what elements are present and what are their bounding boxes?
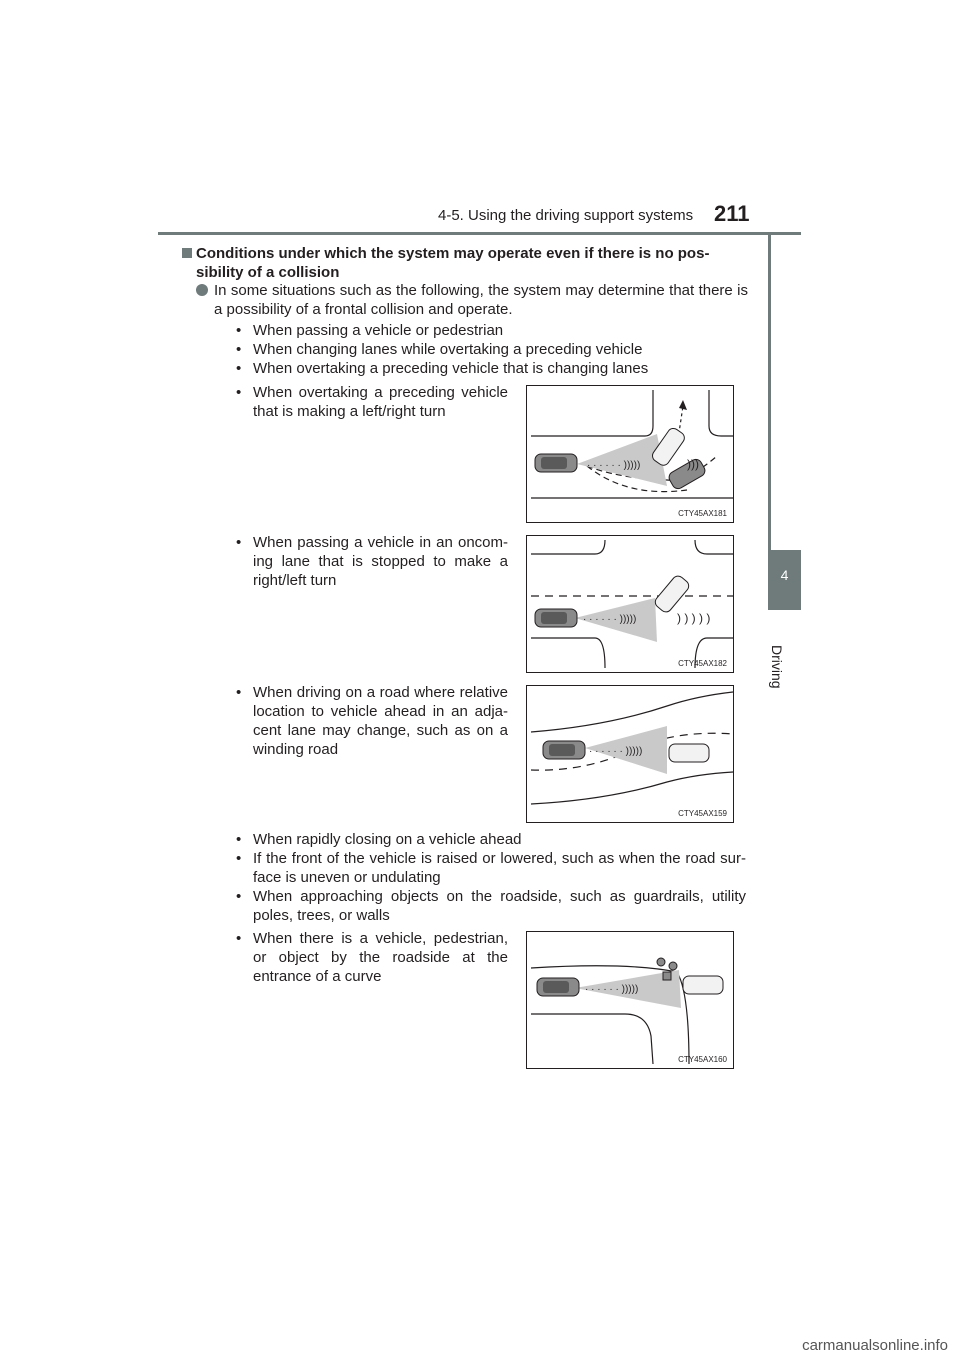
circle-bullet-icon — [196, 284, 208, 296]
list-item: • When passing a vehicle in an oncom-ing lane that is stopped to make a right/left turn — [236, 534, 508, 589]
illustration-curve-entrance — [526, 931, 734, 1069]
figure-code: CTY45AX181 — [678, 509, 727, 518]
svg-text:· · · · · · ))))): · · · · · · ))))) — [587, 460, 641, 471]
svg-text:) ) ) ) ): ) ) ) ) ) — [677, 611, 711, 625]
section-heading: Conditions under which the system may operate even if there is no pos-sibility of a collision — [196, 245, 710, 281]
list-item: • When approaching objects on the roadside, such as guardrails, utility poles, trees, or walls — [236, 888, 746, 924]
figure-code: CTY45AX160 — [678, 1055, 727, 1064]
figure-code: CTY45AX182 — [678, 659, 727, 668]
heading-square-icon — [182, 248, 192, 258]
chapter-label: Driving — [769, 645, 785, 689]
list-item: • If the front of the vehicle is raised or lowered, such as when the road sur-face is uneven or undulating — [236, 850, 746, 886]
list-item: • When driving on a road where relative location to vehicle ahead in an adja-cent lane may change, such as on a winding road — [236, 684, 508, 758]
illustration-left-turn — [526, 385, 734, 523]
chapter-number: 4 — [780, 567, 789, 583]
header-rule — [158, 232, 801, 235]
svg-text:· · · · · · ))))): · · · · · · ))))) — [589, 746, 643, 757]
side-rule — [768, 233, 771, 553]
list-item: • When changing lanes while overtaking a preceding vehicle — [236, 341, 643, 358]
list-item: • When there is a vehicle, pedestrian, or object by the roadside at the entrance of a curve — [236, 930, 508, 985]
page-number: 211 — [714, 201, 750, 226]
figure-code: CTY45AX159 — [678, 809, 727, 818]
list-item: • When overtaking a preceding vehicle that is making a left/right turn — [236, 384, 508, 420]
list-item: • When rapidly closing on a vehicle ahead — [236, 831, 522, 848]
section-title: 4-5. Using the driving support systems — [438, 207, 694, 224]
watermark: carmanualsonline.info — [802, 1337, 948, 1354]
list-item: • When passing a vehicle or pedestrian — [236, 322, 504, 339]
illustration-oncoming-turn — [526, 535, 734, 673]
list-item: • When overtaking a preceding vehicle that is changing lanes — [236, 360, 649, 377]
intro-paragraph: In some situations such as the following, the system may determine that there is a possibility of a frontal collision and operate. — [214, 282, 748, 318]
svg-text:· · · · · · ))))): · · · · · · ))))) — [585, 984, 639, 995]
illustration-winding-road — [526, 685, 734, 823]
svg-text:))): ))) — [687, 457, 699, 471]
svg-text:· · · · · · ))))): · · · · · · ))))) — [583, 614, 637, 625]
